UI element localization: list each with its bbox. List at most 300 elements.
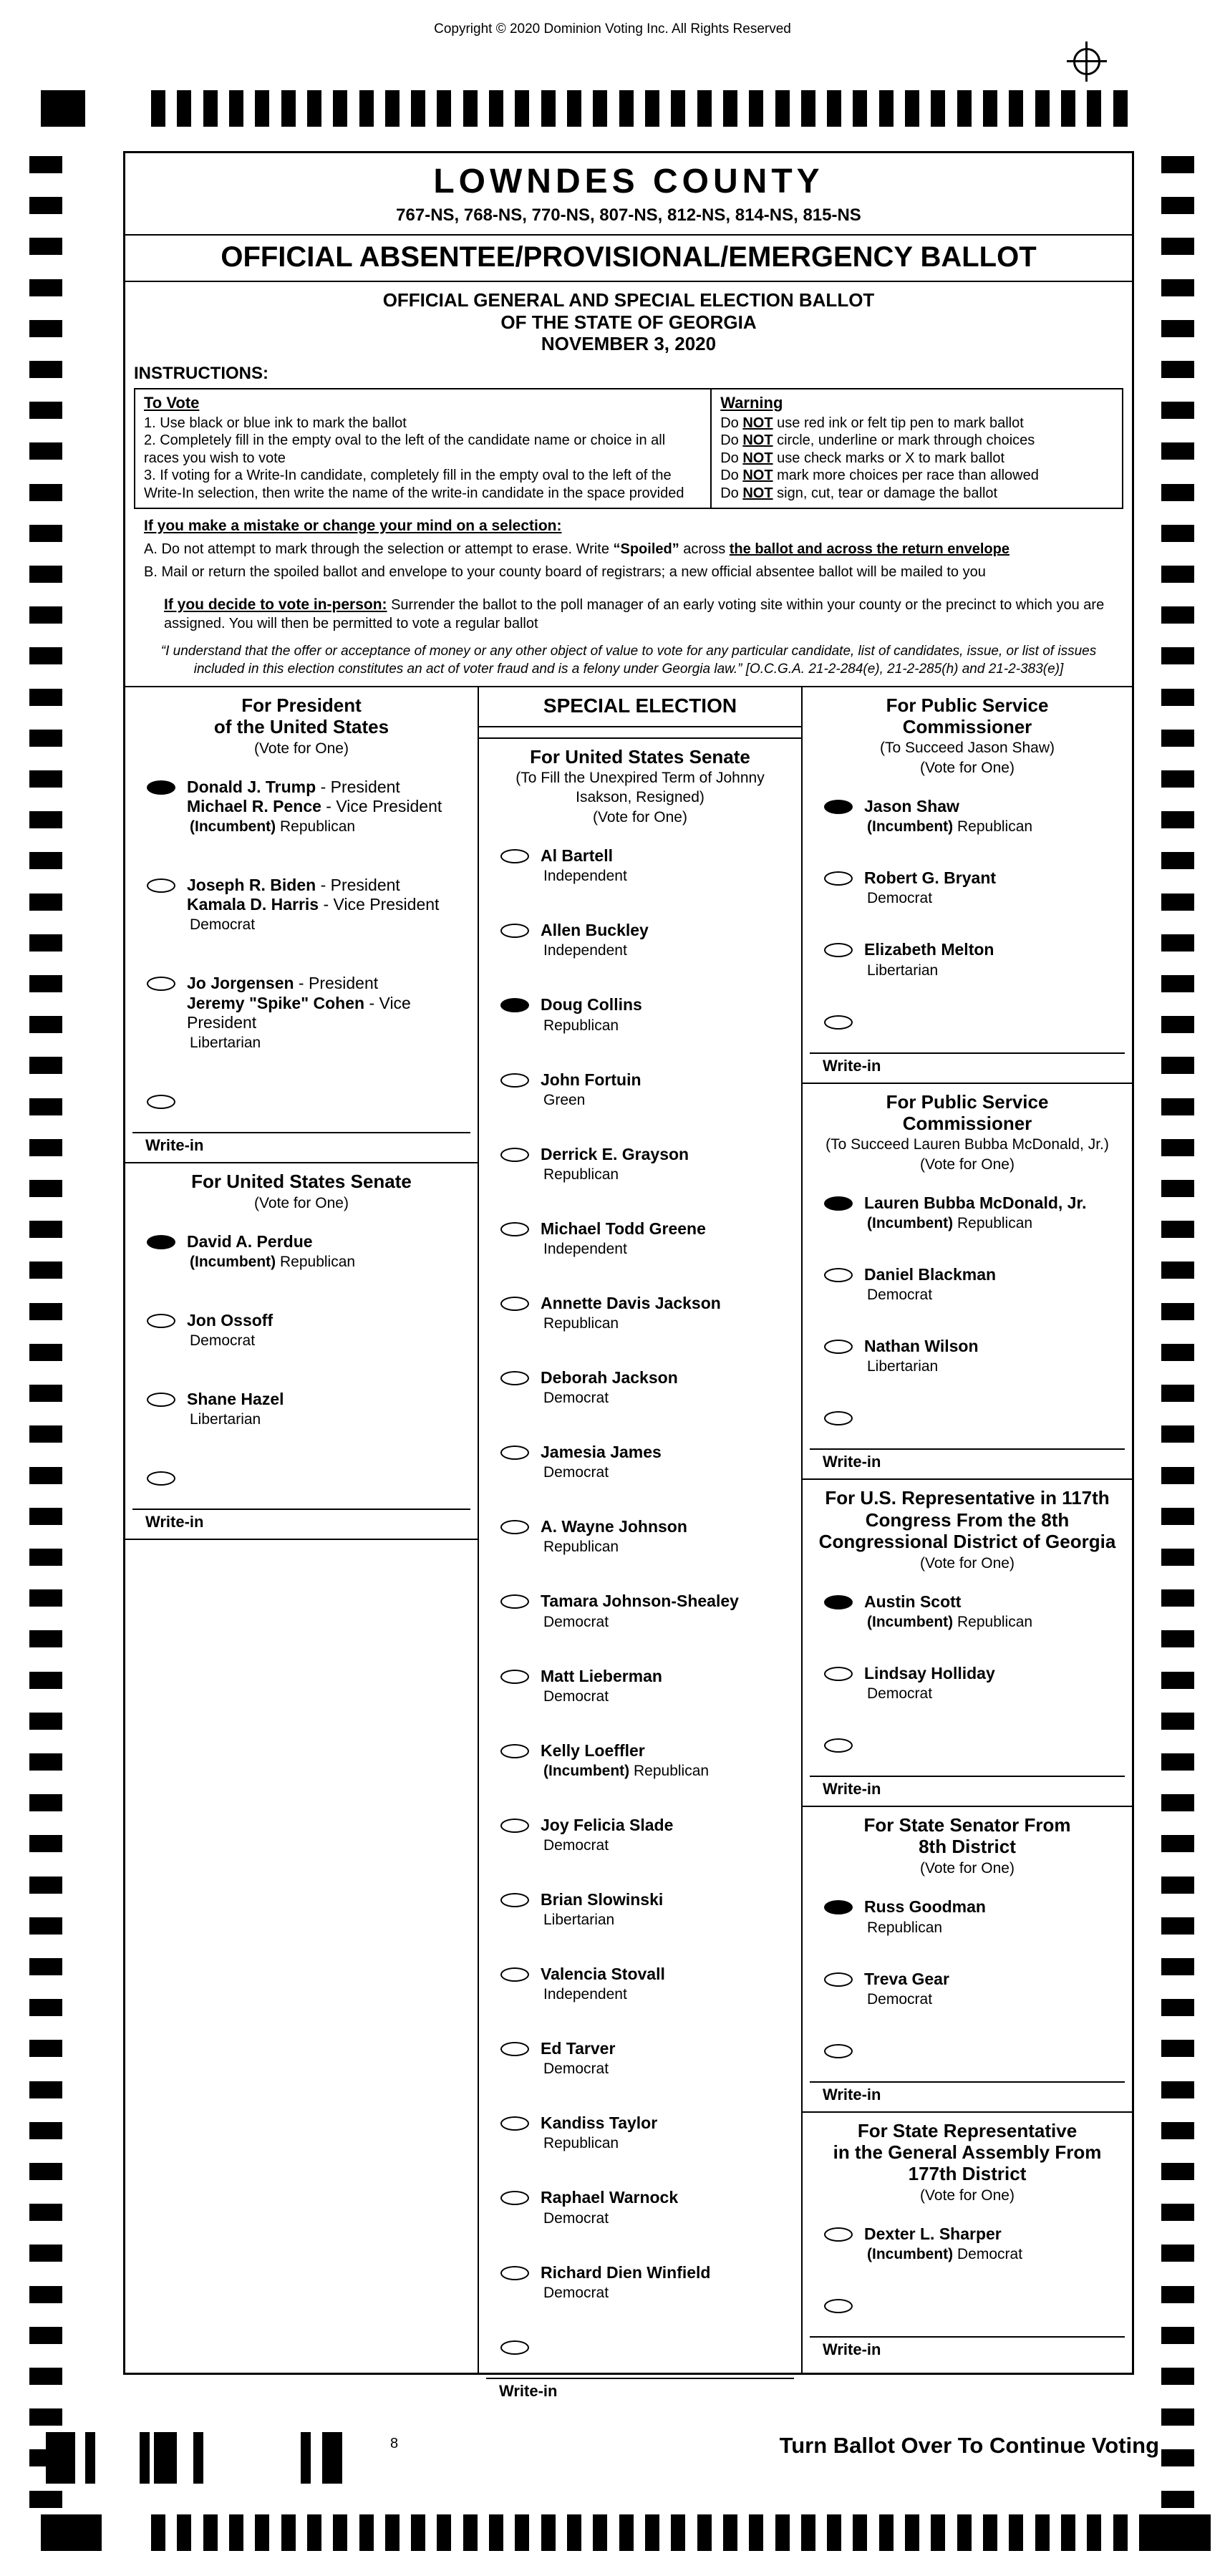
timing-mark xyxy=(1061,2514,1075,2551)
candidate-info xyxy=(541,846,627,885)
timing-mark xyxy=(567,90,581,127)
candidate-option[interactable] xyxy=(485,1965,795,2003)
ballot-oval-empty[interactable] xyxy=(500,1446,529,1460)
ballot-body xyxy=(123,151,1134,2400)
incumbent-label: (Incumbent) xyxy=(867,1215,957,1232)
timing-mark xyxy=(1161,1139,1194,1156)
mistake-a-text1: A. Do not attempt to mark through the selection or attempt to erase. Write xyxy=(144,541,614,557)
timing-mark xyxy=(255,90,269,127)
party-name: Libertarian xyxy=(190,1411,261,1428)
write-in-option[interactable] xyxy=(131,1092,472,1109)
candidate-party xyxy=(541,1464,662,1481)
party-name: Democrat xyxy=(190,1332,256,1350)
candidate-option[interactable] xyxy=(485,846,795,885)
timing-mark xyxy=(1161,1303,1194,1320)
timing-mark xyxy=(29,402,62,419)
timing-mark xyxy=(333,90,347,127)
candidate-name-text: Elizabeth Melton xyxy=(864,940,994,959)
candidate-party xyxy=(864,818,1032,836)
timing-mark xyxy=(29,238,62,255)
candidate-name-text: Nathan Wilson xyxy=(864,1337,979,1356)
candidate-option[interactable] xyxy=(485,1816,795,1854)
candidate-option[interactable] xyxy=(808,1265,1126,1304)
ballot-oval-filled[interactable] xyxy=(824,800,853,814)
candidate-option[interactable] xyxy=(131,1311,472,1350)
party-name: Independent xyxy=(543,1240,627,1257)
timing-mark xyxy=(29,279,62,296)
timing-mark xyxy=(1161,1753,1194,1771)
write-in-option[interactable] xyxy=(808,2041,1126,2058)
candidate-party xyxy=(864,1358,979,1375)
ballot-oval-empty[interactable] xyxy=(500,1222,529,1236)
candidate-option[interactable] xyxy=(808,1970,1126,2008)
timing-mark xyxy=(29,2327,62,2344)
party-name: Green xyxy=(543,1091,586,1108)
candidate-name xyxy=(864,1265,996,1284)
ballot-oval-empty[interactable] xyxy=(500,2266,529,2280)
ballot-oval-empty[interactable] xyxy=(500,2116,529,2131)
timing-mark xyxy=(801,90,815,127)
candidate-party xyxy=(541,1166,689,1183)
write-in-oval[interactable] xyxy=(824,1411,853,1425)
timing-mark xyxy=(29,1958,62,1975)
ballot-oval-empty[interactable] xyxy=(824,1268,853,1282)
timing-mark xyxy=(1161,1630,1194,1647)
candidate-party xyxy=(864,890,996,907)
timing-mark xyxy=(29,1098,62,1115)
candidate-option[interactable] xyxy=(808,1337,1126,1375)
race-section xyxy=(125,687,478,1162)
race-section xyxy=(479,737,801,2408)
race-section xyxy=(125,1162,478,1539)
timing-mark xyxy=(29,606,62,624)
write-in-label: Write-in xyxy=(823,2340,881,2359)
candidate-option[interactable] xyxy=(131,876,472,934)
timing-block-top-left xyxy=(41,90,85,127)
write-in-oval[interactable] xyxy=(824,1738,853,1753)
candidate-info xyxy=(864,868,996,907)
ballot-oval-empty[interactable] xyxy=(824,2227,853,2242)
candidate-option[interactable] xyxy=(485,1070,795,1109)
timing-mark xyxy=(29,770,62,788)
timing-mark xyxy=(29,2040,62,2057)
ballot-oval-empty[interactable] xyxy=(500,924,529,938)
warning-title: Warning xyxy=(720,394,783,412)
ballot-oval-filled[interactable] xyxy=(824,1196,853,1211)
ballot-oval-empty[interactable] xyxy=(500,1744,529,1758)
precinct-list: 767-NS, 768-NS, 770-NS, 807-NS, 812-NS, 814-NS, 815-NS xyxy=(396,205,861,225)
timing-mark xyxy=(879,2514,894,2551)
ballot-oval-empty[interactable] xyxy=(147,1393,175,1407)
warning-item-text: use red ink or felt tip pen to mark ballot xyxy=(773,415,1024,432)
timing-mark xyxy=(29,2491,62,2508)
party-name: Democrat xyxy=(543,2061,609,2078)
candidate-office-suffix: - President xyxy=(316,876,400,895)
timing-mark xyxy=(1113,90,1128,127)
timing-mark xyxy=(1161,1098,1194,1115)
timing-mark xyxy=(29,484,62,501)
candidate-name-text: Daniel Blackman xyxy=(864,1265,997,1284)
party-name: Republican xyxy=(543,1315,619,1332)
column-3-races xyxy=(803,687,1132,2367)
candidate-option[interactable] xyxy=(485,1219,795,1258)
write-in-oval[interactable] xyxy=(500,2340,529,2355)
ballot-oval-filled[interactable] xyxy=(824,1595,853,1609)
ballot-oval-empty[interactable] xyxy=(500,2191,529,2205)
barcode-bar xyxy=(322,2432,342,2484)
timing-mark xyxy=(29,2163,62,2180)
write-in-oval[interactable] xyxy=(824,2044,853,2058)
ballot-oval-empty[interactable] xyxy=(500,1893,529,1907)
candidate-option[interactable] xyxy=(485,2113,795,2152)
to-vote-item: 3. If voting for a Write-In candidate, completely fill in the empty oval to the left of the Write-In selection, then write the name of the write-in candidate in the space provided xyxy=(144,468,684,501)
warning-item-text: sign, cut, tear or damage the ballot xyxy=(773,485,998,501)
timing-mark xyxy=(29,1221,62,1238)
write-in-oval[interactable] xyxy=(824,1015,853,1030)
candidate-party xyxy=(541,1614,739,1631)
candidate-option[interactable] xyxy=(808,797,1126,836)
candidate-option[interactable] xyxy=(131,1390,472,1428)
candidate-option[interactable] xyxy=(131,1232,472,1271)
timing-mark xyxy=(29,1835,62,1852)
candidate-name xyxy=(187,1232,355,1251)
timing-mark xyxy=(1161,1794,1194,1811)
timing-mark xyxy=(1161,1835,1194,1852)
party-name: Democrat xyxy=(867,1990,933,2008)
timing-mark xyxy=(203,90,218,127)
race-title xyxy=(808,2120,1126,2184)
ballot-oval-filled[interactable] xyxy=(147,780,175,795)
timing-mark xyxy=(29,442,62,460)
candidate-option[interactable] xyxy=(808,1193,1126,1232)
candidate-name-text: David A. Perdue xyxy=(187,1231,313,1251)
candidate-option[interactable] xyxy=(808,868,1126,907)
race-title-line: For Public Service xyxy=(886,1090,1049,1113)
candidate-info xyxy=(187,974,472,1051)
candidate-option[interactable] xyxy=(485,1145,795,1183)
candidate-name xyxy=(864,1193,1087,1213)
write-in-option[interactable] xyxy=(808,1408,1126,1425)
candidate-option[interactable] xyxy=(485,1517,795,1556)
barcode-bar xyxy=(154,2432,177,2484)
candidate-option[interactable] xyxy=(808,940,1126,979)
candidate-option[interactable] xyxy=(485,995,795,1034)
candidate-option[interactable] xyxy=(485,921,795,959)
candidate-party xyxy=(864,962,994,979)
timing-mark xyxy=(29,2245,62,2262)
party-name: Republican xyxy=(957,1215,1033,1232)
timing-mark xyxy=(1161,402,1194,419)
party-name: Democrat xyxy=(190,916,256,934)
timing-mark xyxy=(29,2286,62,2303)
candidate-info xyxy=(541,1816,673,1854)
candidate-info xyxy=(541,1517,687,1556)
timing-mark xyxy=(255,2514,269,2551)
candidate-name-text: Donald J. Trump xyxy=(187,777,316,796)
candidate-office-suffix: - President xyxy=(294,974,379,993)
ballot-oval-filled[interactable] xyxy=(824,1900,853,1914)
warning-do-word: Do xyxy=(720,415,743,432)
party-name: Republican xyxy=(957,818,1033,836)
candidate-option[interactable] xyxy=(485,1592,795,1630)
candidate-party xyxy=(864,1919,986,1937)
candidate-name-text: Richard Dien Winfield xyxy=(541,2262,711,2282)
candidate-option[interactable] xyxy=(485,2039,795,2078)
write-in-oval[interactable] xyxy=(147,1471,175,1486)
candidate-option[interactable] xyxy=(808,1664,1126,1703)
vote-for-note: (Vote for One) xyxy=(593,809,687,826)
timing-mark xyxy=(1161,2408,1194,2426)
ballot-oval-empty[interactable] xyxy=(824,871,853,886)
timing-mark xyxy=(723,90,737,127)
election-title-line2: OF THE STATE OF GEORGIA xyxy=(500,311,757,333)
candidate-party xyxy=(541,1688,662,1705)
incumbent-label: (Incumbent) xyxy=(190,1254,280,1271)
timing-mark xyxy=(1161,647,1194,664)
candidate-party xyxy=(864,1991,949,2008)
candidate-info xyxy=(541,2039,615,2078)
ballot-oval-empty[interactable] xyxy=(500,1073,529,1088)
timing-mark xyxy=(1161,1589,1194,1607)
candidate-name-text: Kelly Loeffler xyxy=(541,1740,645,1760)
timing-mark xyxy=(29,197,62,214)
candidate-info xyxy=(541,2188,678,2227)
candidate-party xyxy=(541,1315,721,1332)
candidate-option[interactable] xyxy=(485,1443,795,1481)
candidate-name xyxy=(864,1664,995,1683)
candidate-option[interactable] xyxy=(485,1890,795,1929)
candidate-name xyxy=(541,846,627,866)
timing-mark xyxy=(29,1589,62,1607)
party-name: Democrat xyxy=(867,1685,933,1703)
timing-mark xyxy=(1161,442,1194,460)
timing-mark xyxy=(1161,238,1194,255)
ballot-oval-empty[interactable] xyxy=(500,1594,529,1609)
candidate-info xyxy=(541,1070,641,1109)
candidate-name-text: Lindsay Holliday xyxy=(864,1663,995,1682)
candidate-name xyxy=(541,1294,721,1313)
timing-mark xyxy=(29,2081,62,2098)
timing-mark xyxy=(29,1262,62,1279)
timing-mark xyxy=(567,2514,581,2551)
ballot-oval-empty[interactable] xyxy=(500,1819,529,1833)
candidate-party xyxy=(187,1411,284,1428)
race-subtitle: (To Succeed Jason Shaw) xyxy=(880,739,1055,756)
to-vote-title: To Vote xyxy=(144,394,200,412)
ballot-oval-empty[interactable] xyxy=(500,1967,529,1982)
candidate-option[interactable] xyxy=(485,1667,795,1705)
timing-mark xyxy=(411,90,425,127)
write-in-option[interactable] xyxy=(131,1468,472,1486)
election-date: NOVEMBER 3, 2020 xyxy=(541,333,717,355)
candidate-name-text: Deborah Jackson xyxy=(541,1368,678,1388)
candidate-option[interactable] xyxy=(131,778,472,836)
timing-mark xyxy=(515,2514,529,2551)
ballot-oval-empty[interactable] xyxy=(147,1314,175,1328)
candidate-party xyxy=(864,1287,996,1304)
ballot-oval-empty[interactable] xyxy=(500,1670,529,1684)
ballot-oval-empty[interactable] xyxy=(824,1972,853,1987)
candidate-party xyxy=(541,1837,673,1854)
timing-mark xyxy=(29,1425,62,1443)
candidate-option[interactable] xyxy=(485,2263,795,2302)
ballot-oval-empty[interactable] xyxy=(824,1340,853,1354)
candidate-option[interactable] xyxy=(808,2224,1126,2263)
candidate-option[interactable] xyxy=(808,1592,1126,1631)
timing-mark xyxy=(151,90,165,127)
candidate-info xyxy=(541,921,649,959)
timing-mark xyxy=(359,90,374,127)
candidate-name-text: Jason Shaw xyxy=(864,797,959,816)
to-vote-section xyxy=(135,389,710,508)
timing-mark xyxy=(1161,2245,1194,2262)
party-name: Democrat xyxy=(543,1464,609,1481)
candidate-party xyxy=(541,2061,615,2078)
write-in-oval[interactable] xyxy=(824,2299,853,2313)
write-in-oval[interactable] xyxy=(147,1095,175,1109)
candidate-name-text: Austin Scott xyxy=(864,1592,962,1611)
candidate-option[interactable] xyxy=(485,1294,795,1332)
timing-mark xyxy=(593,90,607,127)
ballot-oval-empty[interactable] xyxy=(500,1148,529,1162)
timing-mark xyxy=(1161,2327,1194,2344)
candidate-info xyxy=(864,1664,995,1703)
ballot-oval-empty[interactable] xyxy=(500,2042,529,2056)
warning-do-word: Do xyxy=(720,485,743,501)
race-title-line: Congressional District of Georgia xyxy=(818,1530,1116,1552)
timing-mark xyxy=(29,1385,62,1402)
copyright-notice: Copyright © 2020 Dominion Voting Inc. All Rights Reserved xyxy=(434,21,791,37)
timing-mark xyxy=(619,2514,634,2551)
candidate-party xyxy=(187,818,442,836)
ballot-oval-empty[interactable] xyxy=(500,1371,529,1385)
timing-mark xyxy=(29,1303,62,1320)
ballot-oval-filled[interactable] xyxy=(500,998,529,1012)
write-in-option[interactable] xyxy=(808,1012,1126,1030)
timing-mark xyxy=(229,90,243,127)
ballot-oval-empty[interactable] xyxy=(147,878,175,893)
timing-mark xyxy=(1161,320,1194,337)
ballot-oval-empty[interactable] xyxy=(824,943,853,957)
candidate-party xyxy=(541,942,649,959)
timing-mark xyxy=(801,2514,815,2551)
candidate-option[interactable] xyxy=(485,1741,795,1780)
candidate-name xyxy=(541,1741,709,1761)
ballot-oval-empty[interactable] xyxy=(500,1520,529,1534)
write-in-option[interactable] xyxy=(808,1735,1126,1753)
ballot-oval-empty[interactable] xyxy=(500,1297,529,1311)
candidate-name-text: Annette Davis Jackson xyxy=(541,1293,721,1312)
turn-ballot-over-text: Turn Ballot Over To Continue Voting xyxy=(779,2433,1159,2458)
candidate-name-text: Brian Slowinski xyxy=(541,1889,664,1909)
timing-mark xyxy=(1161,1999,1194,2016)
timing-mark xyxy=(983,2514,997,2551)
ballot-oval-empty[interactable] xyxy=(824,1667,853,1681)
timing-mark xyxy=(203,2514,218,2551)
candidate-name-text: Jo Jorgensen xyxy=(187,974,294,993)
timing-mark xyxy=(1161,606,1194,624)
timing-mark xyxy=(1009,2514,1023,2551)
timing-marks-right xyxy=(1161,156,1194,2508)
election-title-line1: OFFICIAL GENERAL AND SPECIAL ELECTION BALLOT xyxy=(382,289,875,311)
candidate-name-text: Jon Ossoff xyxy=(187,1311,273,1330)
timing-mark xyxy=(879,90,894,127)
timing-mark xyxy=(1161,361,1194,378)
write-in-option[interactable] xyxy=(808,2296,1126,2313)
candidate-name-text: Joseph R. Biden xyxy=(187,876,316,895)
party-name: Libertarian xyxy=(867,962,939,979)
timing-mark xyxy=(853,2514,867,2551)
timing-mark xyxy=(1161,279,1194,296)
race-title xyxy=(808,1487,1126,1551)
write-in-label: Write-in xyxy=(823,2085,881,2103)
candidate-name xyxy=(187,778,442,797)
candidate-option[interactable] xyxy=(485,1368,795,1407)
timing-mark xyxy=(957,2514,972,2551)
candidate-name xyxy=(541,2039,615,2058)
candidate-option[interactable] xyxy=(808,1897,1126,1936)
candidate-name xyxy=(187,895,439,914)
timing-mark xyxy=(1161,852,1194,869)
write-in-option[interactable] xyxy=(485,2338,795,2355)
party-name: Republican xyxy=(543,1539,619,1556)
timing-mark xyxy=(281,2514,296,2551)
mistake-item-b: B. Mail or return the spoiled ballot and envelope to your county board of registrars; a new official absentee ballot will be mailed to you xyxy=(144,563,986,580)
race-title-line: For United States Senate xyxy=(191,1170,412,1192)
timing-mark xyxy=(437,2514,451,2551)
party-name: Republican xyxy=(957,1613,1033,1630)
race-subtitle: (To Succeed Lauren Bubba McDonald, Jr.) xyxy=(825,1136,1109,1153)
race-title-line: in the General Assembly From xyxy=(833,2141,1102,2163)
timing-mark xyxy=(1161,2368,1194,2385)
candidate-name xyxy=(187,1390,284,1409)
party-name: Libertarian xyxy=(867,1358,939,1375)
warning-item-text: use check marks or X to mark ballot xyxy=(773,450,1005,466)
party-name: Republican xyxy=(280,818,356,836)
candidate-info xyxy=(864,940,994,979)
barcode-bar xyxy=(85,2432,95,2484)
timing-mark xyxy=(1161,1467,1194,1484)
ballot-oval-empty[interactable] xyxy=(500,849,529,863)
candidate-info xyxy=(541,2263,710,2302)
vote-for-note: (Vote for One) xyxy=(254,740,349,757)
timing-mark xyxy=(151,2514,165,2551)
ballot-column-3 xyxy=(803,687,1132,2373)
timing-mark xyxy=(489,2514,503,2551)
candidate-name xyxy=(541,995,642,1015)
candidate-info xyxy=(187,876,439,934)
candidate-option[interactable] xyxy=(485,2188,795,2227)
candidate-info xyxy=(541,1219,706,1258)
candidate-name xyxy=(541,1443,662,1462)
timing-mark xyxy=(1161,1672,1194,1689)
candidate-name-text: Allen Buckley xyxy=(541,921,649,940)
timing-mark xyxy=(385,2514,400,2551)
timing-mark xyxy=(463,2514,478,2551)
candidate-option[interactable] xyxy=(131,974,472,1051)
warning-not-word: NOT xyxy=(742,415,773,432)
timing-mark xyxy=(29,934,62,952)
ballot-oval-empty[interactable] xyxy=(147,977,175,991)
ballot-column-1 xyxy=(125,687,479,2373)
candidate-name xyxy=(187,876,439,895)
ballot-oval-filled[interactable] xyxy=(147,1235,175,1249)
timing-mark xyxy=(1161,2040,1194,2057)
candidate-name-text: Lauren Bubba McDonald, Jr. xyxy=(864,1193,1087,1213)
candidate-party xyxy=(541,1912,663,1929)
timing-mark xyxy=(29,1917,62,1935)
candidate-name-text: A. Wayne Johnson xyxy=(541,1517,687,1536)
